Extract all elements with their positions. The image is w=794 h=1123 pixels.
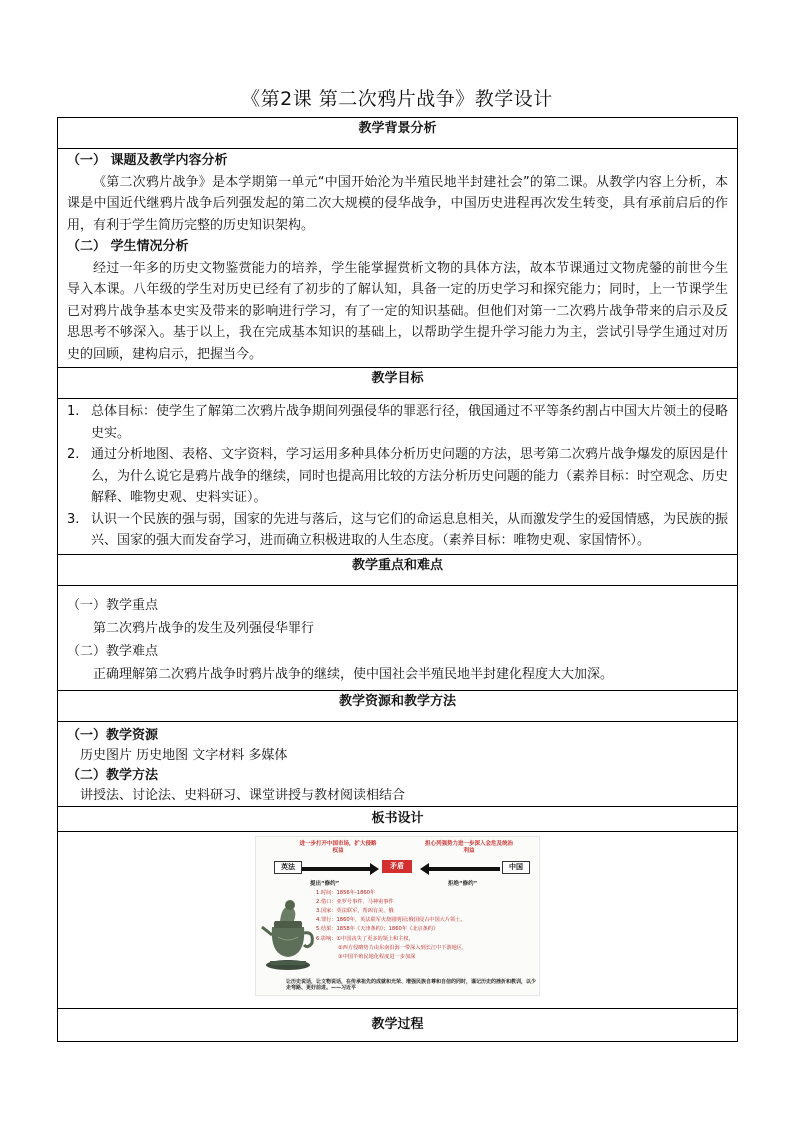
resources-text: 历史图片 历史地图 文字材料 多媒体 [80, 747, 288, 763]
section-header-board: 板书设计 [58, 806, 738, 831]
board-footer-quote: 让历史说话，让文物说话，在传承祖先的成就和光荣、增强民族自尊和自信的同时，谨记历史的挫折和教训，以少走弯路、更好前进。——习近平 [286, 978, 537, 991]
methods-text: 讲授法、讨论法、史料研习、课堂讲授与教材阅读相结合 [80, 787, 406, 803]
goal-item [67, 444, 728, 509]
subheading-key-point: （一）教学重点 [67, 597, 159, 613]
subheading-resources: （一）教学资源 [67, 727, 159, 743]
section-header-row [58, 1008, 738, 1041]
board-line: 4.罪行：1860年，英法联军火烧圆明园;俄国侵占中国大片领土。 [316, 917, 466, 924]
goal-text: 认识一个民族的强与弱，国家的先进与落后，这与它们的命运息息相关，从而激发学生的爱国情感，为民族的振兴、国家的强大而发奋学习，进而确立积极进取的人生态度。（素养目标：唯物史观、家国情怀）。 [91, 511, 729, 548]
board-center-box: 矛盾 [382, 860, 412, 873]
goal-number: 3. [67, 511, 80, 527]
section-header-keys: 教学重点和难点 [58, 554, 738, 585]
section-header-row [58, 690, 738, 721]
lesson-plan-table [57, 117, 738, 1042]
board-right-arrowhead [420, 863, 429, 875]
goal-text: 通过分析地图、表格、文字资料，学习运用多种具体分析历史问题的方法，思考第二次鸦片战争爆发的原因是什么，为什么说它是鸦片战争的继续，同时也提高用比较的方法分析历史问题的能力（素养目标：时空观念、历史解释、唯物史观、史料实证）。 [91, 447, 729, 505]
board-line: 2.借口：亚罗号事件、马神甫事件 [316, 898, 394, 905]
section-body-row [58, 149, 738, 368]
tiger-bronze-icon [260, 891, 316, 975]
goal-item [67, 401, 728, 444]
keys-content [58, 585, 738, 690]
background-analysis-content [58, 149, 738, 368]
board-left-note: 进一步打开中国市场，扩大侵略权益 [299, 840, 377, 854]
subheading-student-analysis: （二） 学生情况分析 [67, 239, 189, 254]
section-header-background: 教学背景分析 [58, 118, 738, 149]
board-line: 6.影响：①中国丧失了更多的领土和主权， [316, 935, 414, 942]
board-left-arrow [302, 867, 372, 871]
section-body-row [58, 831, 738, 1008]
section-header-process: 教学过程 [58, 1008, 738, 1041]
goals-content [58, 399, 738, 555]
subheading-difficulty: （二）教学难点 [67, 643, 159, 659]
section-header-row [58, 118, 738, 149]
section-header-goals: 教学目标 [58, 368, 738, 399]
board-design-cell [58, 831, 738, 1008]
page-title: 《第2课 第二次鸦片战争》教学设计 [241, 88, 553, 110]
board-line: ②西方侵略势力由东南沿海一带深入到长江中下游地区， [338, 944, 468, 951]
goal-text: 总体目标：使学生了解第二次鸦片战争期间列强侵华的罪恶行径，俄国通过不平等条约割占中国大片领土的侵略史实。 [91, 404, 729, 441]
board-right-arrow [428, 867, 500, 871]
board-design-image [255, 836, 540, 996]
goal-number: 1. [67, 404, 80, 419]
subheading-course-analysis: （一） 课题及教学内容分析 [67, 153, 228, 168]
section-body-row [58, 399, 738, 555]
board-left-arrow-label: 提出“修约” [310, 880, 340, 887]
section-body-row [58, 585, 738, 690]
board-left-arrowhead [370, 863, 379, 875]
paragraph-course-analysis: 《第二次鸦片战争》是本学期第一单元“中国开始沦为半殖民地半封建社会”的第二课。从教学内容上分析，本课是中国近代继鸦片战争后列强发起的第二次大规模的侵华战争，中国历史进程再次发生转变，具有承前启后的作用，有利于学生简历完整的历史知识架构。 [67, 174, 728, 233]
goal-number: 2. [67, 447, 80, 462]
section-header-resources: 教学资源和教学方法 [58, 690, 738, 721]
section-header-row [58, 806, 738, 831]
paragraph-student-analysis: 经过一年多的历史文物鉴赏能力的培养，学生能掌握赏析文物的具体方法，故本节课通过文物虎鎣的前世今生导入本课。八年级的学生对历史已经有了初步的了解认知，具备一定的历史学习和探究能力；同时，上一节课学生已对鸦片战争基本史实及带来的影响进行学习，有了一定的知识基础。但他们对第一二次鸦片战争带来的启示及反思思考不够深入。基于以上，我在完成基本知识的基础上，以帮助学生提升学习能力为主，尝试引导学生通过对历史的回顾，建构启示，把握当今。 [67, 260, 728, 362]
resources-content [58, 721, 738, 806]
board-right-arrow-label: 拒绝“修约” [448, 880, 478, 887]
goal-item [67, 509, 728, 552]
board-right-box: 中国 [502, 861, 530, 874]
section-header-row [58, 554, 738, 585]
section-header-row [58, 368, 738, 399]
board-line: 1.时间：1856年-1860年 [316, 889, 376, 896]
board-line: 5.结果：1858年《天津条约》；1860年《北京条约》 [316, 926, 439, 933]
section-body-row [58, 721, 738, 806]
board-content-list [316, 889, 536, 963]
board-line: ③中国半殖民地化程度进一步加深 [338, 953, 416, 960]
board-right-note: 担心列强势力进一步深入会危及统治利益 [424, 840, 513, 854]
board-line: 3.国家：英法联军，帮凶有美、俄 [316, 907, 394, 914]
difficulty-text: 正确理解第二次鸦片战争时鸦片战争的继续，使中国社会半殖民地半封建化程度大大加深。 [93, 666, 614, 682]
subheading-methods: （二）教学方法 [67, 767, 159, 783]
board-left-box: 英法 [274, 861, 302, 874]
key-point-text: 第二次鸦片战争的发生及列强侵华罪行 [93, 620, 315, 636]
